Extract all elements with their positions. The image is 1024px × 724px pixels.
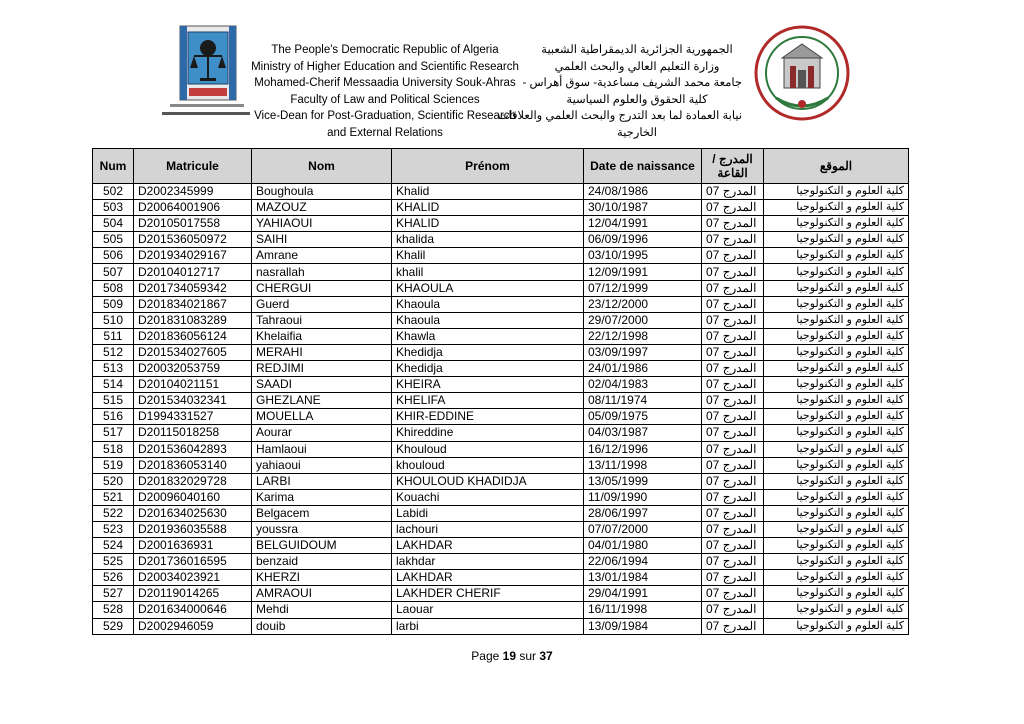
cell-nom: SAIHI	[252, 232, 392, 248]
table-row	[93, 505, 909, 521]
cell-nom: LARBI	[252, 473, 392, 489]
cell-salle: المدرج 07	[702, 570, 764, 586]
column-header-salle: المدرج / القاعة	[702, 149, 764, 184]
cell-nom: Tahraoui	[252, 312, 392, 328]
cell-date-naissance: 03/10/1995	[584, 248, 702, 264]
cell-salle: المدرج 07	[702, 361, 764, 377]
cell-lieu: كلية العلوم و التكنولوجيا	[764, 505, 909, 521]
candidates-table	[92, 148, 909, 635]
cell-matricule: D2001636931	[134, 538, 252, 554]
cell-prenom: khouloud	[392, 457, 584, 473]
cell-prenom: KHALID	[392, 200, 584, 216]
cell-nom: youssra	[252, 521, 392, 537]
cell-nom: Khelaifia	[252, 328, 392, 344]
cell-matricule: D201936035588	[134, 521, 252, 537]
cell-matricule: D201534027605	[134, 344, 252, 360]
page-label: Page	[471, 649, 500, 663]
cell-nom: AMRAOUI	[252, 586, 392, 602]
cell-num: 516	[93, 409, 134, 425]
table-row	[93, 216, 909, 232]
cell-num: 524	[93, 538, 134, 554]
cell-prenom: LAKHDAR	[392, 570, 584, 586]
table-row	[93, 232, 909, 248]
english-line-1: The People's Democratic Republic of Algeria	[271, 44, 499, 56]
cell-matricule: D201734059342	[134, 280, 252, 296]
cell-date-naissance: 07/12/1999	[584, 280, 702, 296]
cell-salle: المدرج 07	[702, 618, 764, 634]
university-emblem-right	[752, 18, 852, 128]
cell-num: 511	[93, 328, 134, 344]
cell-nom: YAHIAOUI	[252, 216, 392, 232]
cell-date-naissance: 12/09/1991	[584, 264, 702, 280]
column-header-date-naissance: Date de naissance	[584, 149, 702, 184]
cell-matricule: D201536050972	[134, 232, 252, 248]
cell-date-naissance: 29/04/1991	[584, 586, 702, 602]
table-row	[93, 296, 909, 312]
table-row	[93, 570, 909, 586]
cell-date-naissance: 12/04/1991	[584, 216, 702, 232]
cell-nom: KHERZI	[252, 570, 392, 586]
cell-salle: المدرج 07	[702, 312, 764, 328]
cell-date-naissance: 07/07/2000	[584, 521, 702, 537]
cell-prenom: Labidi	[392, 505, 584, 521]
university-logo-left	[160, 24, 252, 124]
table-header-row	[93, 149, 909, 184]
cell-prenom: LAKHDAR	[392, 538, 584, 554]
cell-num: 518	[93, 441, 134, 457]
cell-nom: Aourar	[252, 425, 392, 441]
cell-lieu: كلية العلوم و التكنولوجيا	[764, 521, 909, 537]
cell-nom: Mehdi	[252, 602, 392, 618]
cell-prenom: Khaoula	[392, 312, 584, 328]
cell-nom: Guerd	[252, 296, 392, 312]
cell-lieu: كلية العلوم و التكنولوجيا	[764, 441, 909, 457]
english-line-3: Mohamed-Cherif Messaadia University Souk-Ahras	[254, 77, 516, 89]
cell-lieu: كلية العلوم و التكنولوجيا	[764, 232, 909, 248]
cell-matricule: D2002946059	[134, 618, 252, 634]
cell-matricule: D201536042893	[134, 441, 252, 457]
cell-nom: CHERGUI	[252, 280, 392, 296]
cell-num: 510	[93, 312, 134, 328]
cell-matricule: D201831083289	[134, 312, 252, 328]
cell-lieu: كلية العلوم و التكنولوجيا	[764, 296, 909, 312]
column-header-lieu: الموقع	[764, 149, 909, 184]
cell-matricule: D20096040160	[134, 489, 252, 505]
cell-lieu: كلية العلوم و التكنولوجيا	[764, 216, 909, 232]
cell-nom: MERAHI	[252, 344, 392, 360]
cell-date-naissance: 06/09/1996	[584, 232, 702, 248]
cell-prenom: Khalid	[392, 184, 584, 200]
cell-matricule: D20105017558	[134, 216, 252, 232]
cell-num: 502	[93, 184, 134, 200]
cell-date-naissance: 24/08/1986	[584, 184, 702, 200]
cell-matricule: D201934029167	[134, 248, 252, 264]
english-header-text	[250, 42, 520, 141]
cell-nom: douib	[252, 618, 392, 634]
cell-lieu: كلية العلوم و التكنولوجيا	[764, 280, 909, 296]
cell-num: 504	[93, 216, 134, 232]
cell-lieu: كلية العلوم و التكنولوجيا	[764, 344, 909, 360]
page-total: 37	[539, 649, 553, 663]
table-row	[93, 473, 909, 489]
cell-date-naissance: 28/06/1997	[584, 505, 702, 521]
cell-salle: المدرج 07	[702, 200, 764, 216]
table-row	[93, 425, 909, 441]
table-row	[93, 344, 909, 360]
cell-lieu: كلية العلوم و التكنولوجيا	[764, 457, 909, 473]
cell-date-naissance: 30/10/1987	[584, 200, 702, 216]
cell-lieu: كلية العلوم و التكنولوجيا	[764, 312, 909, 328]
cell-prenom: Laouar	[392, 602, 584, 618]
cell-matricule: D201534032341	[134, 393, 252, 409]
cell-salle: المدرج 07	[702, 328, 764, 344]
english-line-5: Vice-Dean for Post-Graduation, Scientific Research	[254, 110, 516, 122]
cell-prenom: Kouachi	[392, 489, 584, 505]
cell-nom: nasrallah	[252, 264, 392, 280]
cell-matricule: D20064001906	[134, 200, 252, 216]
cell-matricule: D20104012717	[134, 264, 252, 280]
page-footer	[0, 649, 1024, 663]
cell-lieu: كلية العلوم و التكنولوجيا	[764, 473, 909, 489]
cell-nom: SAADI	[252, 377, 392, 393]
cell-salle: المدرج 07	[702, 264, 764, 280]
cell-lieu: كلية العلوم و التكنولوجيا	[764, 570, 909, 586]
cell-nom: MAZOUZ	[252, 200, 392, 216]
arabic-line-1: الجمهورية الجزائرية الديمقراطية الشعبية	[541, 44, 733, 56]
cell-lieu: كلية العلوم و التكنولوجيا	[764, 328, 909, 344]
cell-prenom: Khedidja	[392, 361, 584, 377]
cell-prenom: KHALID	[392, 216, 584, 232]
arabic-line-2: وزارة التعليم العالي والبحث العلمي	[554, 60, 720, 73]
cell-nom: BELGUIDOUM	[252, 538, 392, 554]
cell-salle: المدرج 07	[702, 377, 764, 393]
cell-lieu: كلية العلوم و التكنولوجيا	[764, 602, 909, 618]
cell-prenom: Khouloud	[392, 441, 584, 457]
cell-prenom: LAKHDER CHERIF	[392, 586, 584, 602]
english-line-6: and External Relations	[327, 126, 443, 139]
english-line-4: Faculty of Law and Political Sciences	[290, 93, 480, 106]
cell-matricule: D20104021151	[134, 377, 252, 393]
cell-date-naissance: 05/09/1975	[584, 409, 702, 425]
table-row	[93, 618, 909, 634]
cell-salle: المدرج 07	[702, 296, 764, 312]
table-row	[93, 441, 909, 457]
cell-salle: المدرج 07	[702, 521, 764, 537]
cell-prenom: Khireddine	[392, 425, 584, 441]
cell-num: 514	[93, 377, 134, 393]
table-row	[93, 538, 909, 554]
cell-salle: المدرج 07	[702, 425, 764, 441]
table-row	[93, 280, 909, 296]
cell-matricule: D201836053140	[134, 457, 252, 473]
cell-salle: المدرج 07	[702, 344, 764, 360]
cell-salle: المدرج 07	[702, 586, 764, 602]
cell-date-naissance: 08/11/1974	[584, 393, 702, 409]
table-row	[93, 602, 909, 618]
arabic-line-3: جامعة محمد الشريف مساعدية- سوق أهراس -	[522, 77, 742, 89]
cell-salle: المدرج 07	[702, 248, 764, 264]
cell-nom: Boughoula	[252, 184, 392, 200]
cell-date-naissance: 13/11/1998	[584, 457, 702, 473]
cell-salle: المدرج 07	[702, 457, 764, 473]
arabic-line-4: كلية الحقوق والعلوم السياسية	[566, 93, 708, 106]
cell-num: 517	[93, 425, 134, 441]
cell-prenom: Khawla	[392, 328, 584, 344]
table-row	[93, 248, 909, 264]
cell-matricule: D2002345999	[134, 184, 252, 200]
cell-lieu: كلية العلوم و التكنولوجيا	[764, 264, 909, 280]
cell-salle: المدرج 07	[702, 505, 764, 521]
cell-matricule: D201634000646	[134, 602, 252, 618]
cell-salle: المدرج 07	[702, 602, 764, 618]
cell-lieu: كلية العلوم و التكنولوجيا	[764, 377, 909, 393]
table-row	[93, 184, 909, 200]
table-row	[93, 554, 909, 570]
cell-prenom: KHELIFA	[392, 393, 584, 409]
cell-prenom: khalida	[392, 232, 584, 248]
cell-date-naissance: 03/09/1997	[584, 344, 702, 360]
cell-prenom: Khaoula	[392, 296, 584, 312]
cell-nom: Amrane	[252, 248, 392, 264]
cell-lieu: كلية العلوم و التكنولوجيا	[764, 184, 909, 200]
cell-lieu: كلية العلوم و التكنولوجيا	[764, 618, 909, 634]
cell-prenom: khalil	[392, 264, 584, 280]
cell-date-naissance: 04/03/1987	[584, 425, 702, 441]
cell-num: 506	[93, 248, 134, 264]
cell-prenom: KHOULOUD KHADIDJA	[392, 473, 584, 489]
cell-matricule: D201832029728	[134, 473, 252, 489]
cell-date-naissance: 13/09/1984	[584, 618, 702, 634]
cell-lieu: كلية العلوم و التكنولوجيا	[764, 538, 909, 554]
table-body	[93, 184, 909, 635]
table-row	[93, 489, 909, 505]
cell-salle: المدرج 07	[702, 441, 764, 457]
cell-num: 507	[93, 264, 134, 280]
cell-num: 503	[93, 200, 134, 216]
cell-lieu: كلية العلوم و التكنولوجيا	[764, 248, 909, 264]
cell-num: 512	[93, 344, 134, 360]
cell-salle: المدرج 07	[702, 554, 764, 570]
cell-matricule: D201736016595	[134, 554, 252, 570]
table-row	[93, 393, 909, 409]
cell-date-naissance: 23/12/2000	[584, 296, 702, 312]
table-row	[93, 409, 909, 425]
table-row	[93, 200, 909, 216]
cell-lieu: كلية العلوم و التكنولوجيا	[764, 554, 909, 570]
cell-date-naissance: 02/04/1983	[584, 377, 702, 393]
table-row	[93, 586, 909, 602]
cell-salle: المدرج 07	[702, 280, 764, 296]
cell-num: 521	[93, 489, 134, 505]
table-row	[93, 361, 909, 377]
cell-lieu: كلية العلوم و التكنولوجيا	[764, 425, 909, 441]
cell-date-naissance: 16/12/1996	[584, 441, 702, 457]
cell-num: 505	[93, 232, 134, 248]
cell-prenom: lakhdar	[392, 554, 584, 570]
cell-nom: MOUELLA	[252, 409, 392, 425]
cell-prenom: larbi	[392, 618, 584, 634]
cell-lieu: كلية العلوم و التكنولوجيا	[764, 586, 909, 602]
cell-num: 522	[93, 505, 134, 521]
table-row	[93, 457, 909, 473]
column-header-matricule: Matricule	[134, 149, 252, 184]
english-line-2: Ministry of Higher Education and Scientific Research	[251, 60, 519, 73]
column-header-nom: Nom	[252, 149, 392, 184]
cell-salle: المدرج 07	[702, 473, 764, 489]
cell-num: 528	[93, 602, 134, 618]
cell-salle: المدرج 07	[702, 184, 764, 200]
cell-prenom: Khalil	[392, 248, 584, 264]
table-row	[93, 312, 909, 328]
cell-matricule: D20115018258	[134, 425, 252, 441]
cell-date-naissance: 29/07/2000	[584, 312, 702, 328]
cell-date-naissance: 13/01/1984	[584, 570, 702, 586]
cell-prenom: lachouri	[392, 521, 584, 537]
page-current: 19	[502, 649, 516, 663]
cell-salle: المدرج 07	[702, 538, 764, 554]
cell-lieu: كلية العلوم و التكنولوجيا	[764, 409, 909, 425]
cell-lieu: كلية العلوم و التكنولوجيا	[764, 361, 909, 377]
cell-salle: المدرج 07	[702, 489, 764, 505]
cell-date-naissance: 22/12/1998	[584, 328, 702, 344]
cell-lieu: كلية العلوم و التكنولوجيا	[764, 393, 909, 409]
cell-matricule: D201834021867	[134, 296, 252, 312]
cell-num: 508	[93, 280, 134, 296]
cell-date-naissance: 24/01/1986	[584, 361, 702, 377]
cell-nom: Belgacem	[252, 505, 392, 521]
cell-prenom: Khedidja	[392, 344, 584, 360]
cell-matricule: D201634025630	[134, 505, 252, 521]
document-header	[0, 0, 1024, 148]
cell-matricule: D201836056124	[134, 328, 252, 344]
cell-nom: yahiaoui	[252, 457, 392, 473]
cell-prenom: KHAOULA	[392, 280, 584, 296]
cell-date-naissance: 13/05/1999	[584, 473, 702, 489]
cell-num: 519	[93, 457, 134, 473]
cell-salle: المدرج 07	[702, 232, 764, 248]
table-row	[93, 521, 909, 537]
cell-matricule: D20032053759	[134, 361, 252, 377]
table-row	[93, 377, 909, 393]
cell-prenom: KHEIRA	[392, 377, 584, 393]
cell-salle: المدرج 07	[702, 216, 764, 232]
cell-num: 529	[93, 618, 134, 634]
cell-salle: المدرج 07	[702, 409, 764, 425]
cell-nom: Karima	[252, 489, 392, 505]
cell-salle: المدرج 07	[702, 393, 764, 409]
table-row	[93, 328, 909, 344]
cell-date-naissance: 04/01/1980	[584, 538, 702, 554]
cell-nom: GHEZLANE	[252, 393, 392, 409]
cell-date-naissance: 16/11/1998	[584, 602, 702, 618]
cell-nom: benzaid	[252, 554, 392, 570]
cell-lieu: كلية العلوم و التكنولوجيا	[764, 489, 909, 505]
cell-matricule: D1994331527	[134, 409, 252, 425]
cell-matricule: D20034023921	[134, 570, 252, 586]
cell-lieu: كلية العلوم و التكنولوجيا	[764, 200, 909, 216]
cell-num: 526	[93, 570, 134, 586]
cell-date-naissance: 22/06/1994	[584, 554, 702, 570]
cell-num: 525	[93, 554, 134, 570]
cell-num: 509	[93, 296, 134, 312]
cell-matricule: D20119014265	[134, 586, 252, 602]
cell-num: 513	[93, 361, 134, 377]
cell-nom: Hamlaoui	[252, 441, 392, 457]
arabic-line-5: نيابة العمادة لما بعد التدرج والبحث العلمي والعلاقات	[497, 110, 742, 122]
cell-num: 515	[93, 393, 134, 409]
column-header-prenom: Prénom	[392, 149, 584, 184]
cell-date-naissance: 11/09/1990	[584, 489, 702, 505]
cell-num: 523	[93, 521, 134, 537]
page-sur: sur	[519, 649, 537, 663]
cell-num: 520	[93, 473, 134, 489]
column-header-num: Num	[93, 149, 134, 184]
arabic-line-6: الخارجية	[617, 126, 657, 139]
arabic-header-text	[497, 42, 742, 141]
cell-num: 527	[93, 586, 134, 602]
cell-prenom: KHIR-EDDINE	[392, 409, 584, 425]
table-row	[93, 264, 909, 280]
cell-nom: REDJIMI	[252, 361, 392, 377]
